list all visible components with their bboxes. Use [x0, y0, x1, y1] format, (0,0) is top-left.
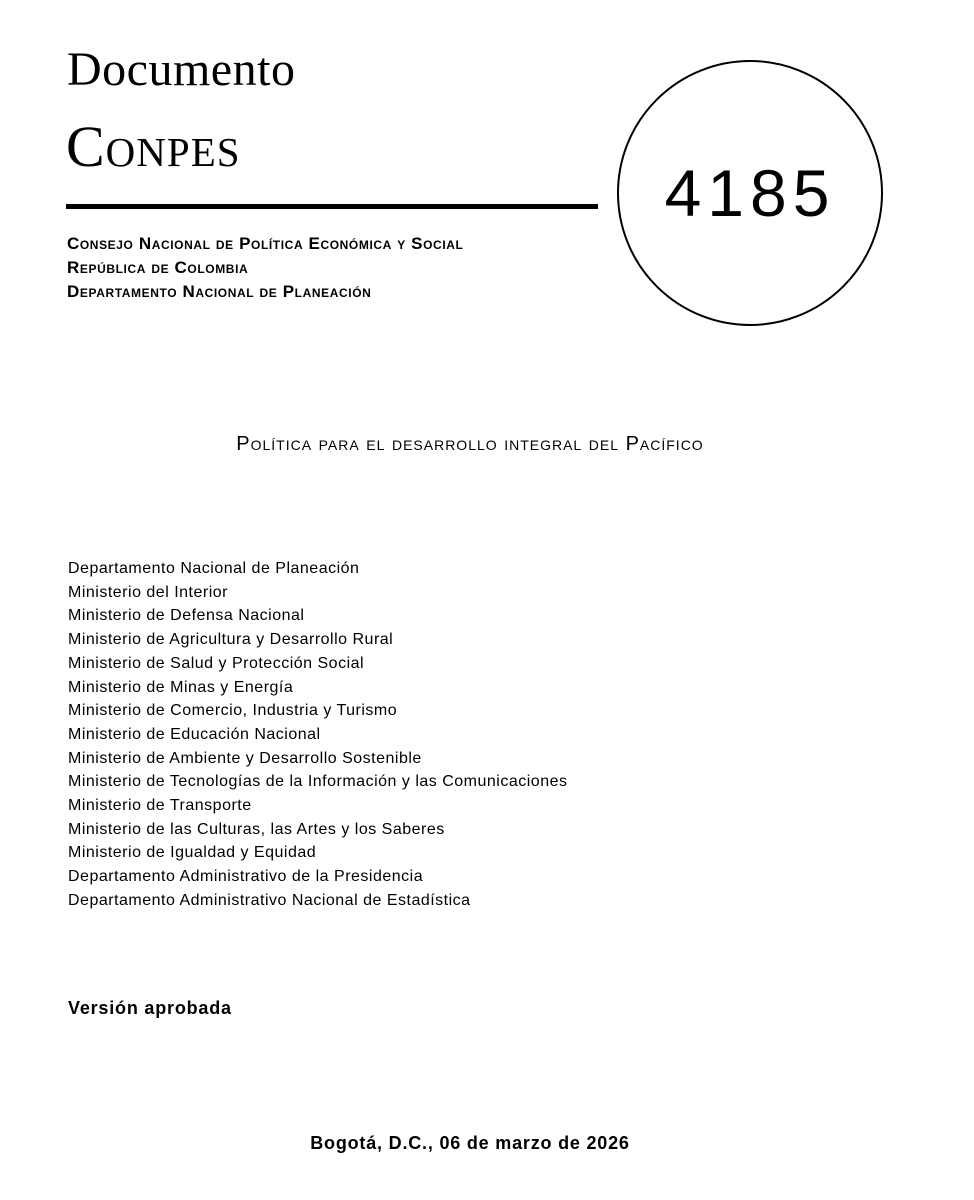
entity-item: Ministerio de Transporte	[68, 797, 252, 815]
entity-item: Ministerio de Tecnologías de la Información y las Comunicaciones	[68, 773, 568, 791]
entity-item: Ministerio de Agricultura y Desarrollo Rural	[68, 631, 394, 649]
entity-item: Ministerio de Minas y Energía	[68, 678, 294, 696]
footer-date: Bogotá, D.C., 06 de marzo de 2026	[310, 1133, 630, 1153]
document-number: 4185	[664, 156, 836, 230]
policy-title: Política para el desarrollo integral del Pacífico	[236, 433, 704, 455]
entity-item: Ministerio de Defensa Nacional	[68, 607, 305, 625]
entity-item: Ministerio de Salud y Protección Social	[68, 654, 365, 672]
entity-item: Ministerio de las Culturas, las Artes y los Saberes	[68, 820, 445, 838]
entity-item: Ministerio de Igualdad y Equidad	[68, 844, 317, 862]
entity-item: Departamento Administrativo de la Presidencia	[68, 868, 424, 886]
entity-item: Departamento Administrativo Nacional de Estadística	[68, 891, 471, 909]
entity-item: Ministerio de Educación Nacional	[68, 725, 321, 743]
header-rule	[66, 204, 598, 209]
header-line-republic: República de Colombia	[67, 258, 249, 277]
entity-item: Ministerio de Ambiente y Desarrollo Sostenible	[68, 749, 422, 767]
entity-item: Ministerio de Comercio, Industria y Turismo	[68, 702, 398, 720]
entity-item: Ministerio del Interior	[68, 583, 228, 601]
entity-item: Departamento Nacional de Planeación	[68, 560, 360, 577]
version-label: Versión aprobada	[68, 998, 232, 1018]
header-institution-lines	[67, 232, 463, 304]
conpes-title: Conpes	[66, 114, 241, 179]
document-label: Documento	[67, 43, 296, 96]
header-line-department: Departamento Nacional de Planeación	[67, 282, 372, 301]
entity-list	[68, 557, 568, 913]
header-line-council: Consejo Nacional de Política Económica y Social	[67, 234, 464, 253]
